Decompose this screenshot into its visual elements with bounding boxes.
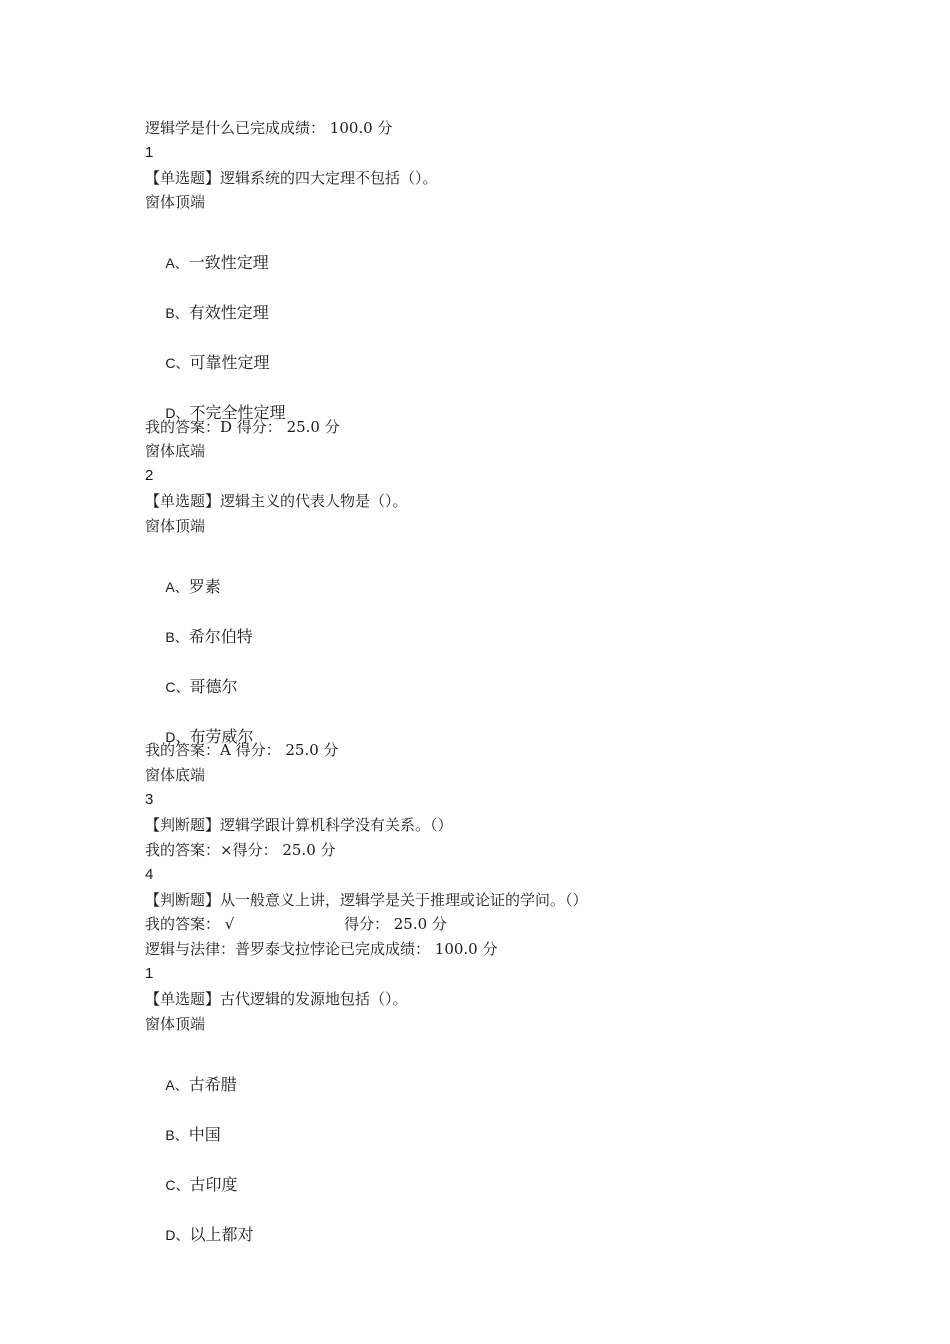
option-text: 一致性定理 [188,253,269,272]
section-header: 逻辑与法律：普罗泰戈拉悖论已完成成绩： 100.0 分 [145,940,498,958]
question-text: 【单选题】逻辑主义的代表人物是（）。 [145,492,408,510]
option-text: 古印度 [189,1175,238,1194]
option-letter: C、 [165,355,190,371]
question-number: 1 [145,965,154,982]
question-text: 【单选题】逻辑系统的四大定理不包括（）。 [145,169,438,187]
question-number: 4 [145,866,154,883]
form-top-label: 窗体顶端 [145,1015,206,1033]
option-letter: D、 [165,405,190,421]
option-text: 中国 [188,1125,221,1144]
form-top-label: 窗体顶端 [145,193,206,211]
option-letter: B、 [165,629,189,645]
answer-line: 我的答案：A 得分： 25.0 分 [145,741,339,759]
option-text: 以上都对 [189,1225,254,1244]
option-letter: C、 [165,679,190,695]
form-bottom-label: 窗体底端 [145,442,206,460]
answer-line: 我的答案： √ 得分： 25.0 分 [145,915,447,933]
option-text: 有效性定理 [188,303,269,322]
question-text: 【判断题】从一般意义上讲，逻辑学是关于推理或论证的学问。（） [145,891,588,909]
form-bottom-label: 窗体底端 [145,766,206,784]
section-header: 逻辑学是什么已完成成绩： 100.0 分 [145,119,393,137]
form-top-label: 窗体顶端 [145,517,206,535]
option-text: 不完全性定理 [189,403,286,422]
question-text: 【判断题】逻辑学跟计算机科学没有关系。（） [145,816,453,834]
question-text: 【单选题】古代逻辑的发源地包括（）。 [145,990,408,1008]
option-letter: A、 [165,255,189,271]
question-number: 1 [145,144,154,161]
option-text: 希尔伯特 [188,627,253,646]
question-number: 3 [145,791,154,808]
option-text: 古希腊 [188,1075,237,1094]
option-letter: D、 [165,729,190,745]
option-letter: A、 [165,579,189,595]
option-d[interactable] [145,704,253,770]
option-letter: C、 [165,1177,190,1193]
option-letter: D、 [165,1227,190,1243]
option-letter: A、 [165,1077,189,1093]
option-text: 可靠性定理 [189,353,270,372]
option-text: 罗素 [188,577,221,596]
question-number: 2 [145,467,154,484]
answer-line: 我的答案：D 得分： 25.0 分 [145,418,340,436]
option-text: 布劳威尔 [189,727,254,746]
answer-line: 我的答案：×得分： 25.0 分 [145,841,336,859]
option-letter: B、 [165,305,189,321]
option-text: 哥德尔 [189,677,238,696]
option-d[interactable] [145,1202,253,1268]
option-letter: B、 [165,1127,189,1143]
